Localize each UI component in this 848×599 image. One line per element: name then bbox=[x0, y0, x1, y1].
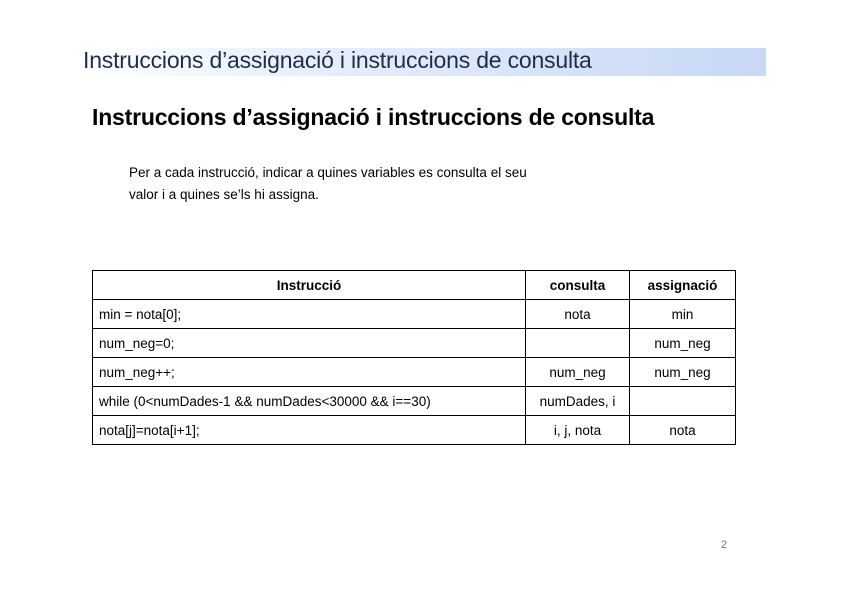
header-consulta: consulta bbox=[526, 271, 630, 300]
cell-instruction: min = nota[0]; bbox=[93, 300, 526, 329]
table-row bbox=[93, 416, 736, 445]
cell-assignacio: num_neg bbox=[630, 329, 736, 358]
instructions-line-1: Per a cada instrucció, indicar a quines variables es consulta el seu bbox=[129, 165, 527, 180]
cell-consulta: nota bbox=[526, 300, 630, 329]
cell-instruction: num_neg=0; bbox=[93, 329, 526, 358]
table-row bbox=[93, 387, 736, 416]
cell-instruction: nota[j]=nota[i+1]; bbox=[93, 416, 526, 445]
cell-instruction: num_neg++; bbox=[93, 358, 526, 387]
table-row bbox=[93, 300, 736, 329]
cell-assignacio: num_neg bbox=[630, 358, 736, 387]
page-number: 2 bbox=[721, 539, 728, 551]
cell-instruction: while (0<numDades-1 && numDades<30000 && i==30) bbox=[93, 387, 526, 416]
header-assignacio: assignació bbox=[630, 271, 736, 300]
cell-consulta: i, j, nota bbox=[526, 416, 630, 445]
assignment-table bbox=[92, 270, 736, 445]
table-row bbox=[93, 329, 736, 358]
table-row bbox=[93, 358, 736, 387]
table-header-row bbox=[93, 271, 736, 300]
instructions-text bbox=[129, 162, 649, 206]
header-instruccio: Instrucció bbox=[93, 271, 526, 300]
cell-consulta: numDades, i bbox=[526, 387, 630, 416]
header-title: Instruccions d’assignació i instruccions de consulta bbox=[83, 47, 592, 73]
cell-assignacio: nota bbox=[630, 416, 736, 445]
cell-consulta bbox=[526, 329, 630, 358]
cell-assignacio bbox=[630, 387, 736, 416]
cell-assignacio: min bbox=[630, 300, 736, 329]
instructions-line-2: valor i a quines se’ls hi assigna. bbox=[129, 187, 319, 202]
page-title: Instruccions d’assignació i instruccions de consulta bbox=[92, 104, 655, 130]
cell-consulta: num_neg bbox=[526, 358, 630, 387]
